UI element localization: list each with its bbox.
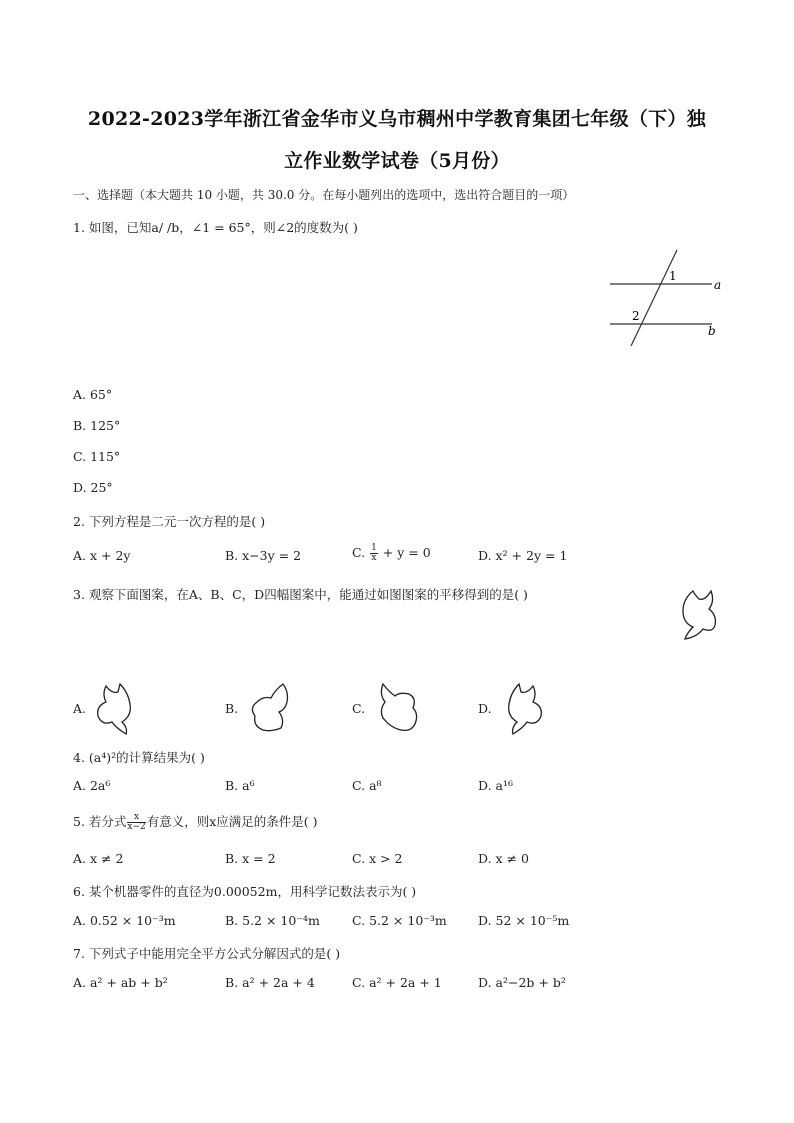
q5-option-d[interactable]: D. x ≠ 0 (478, 851, 529, 866)
transversal-line (631, 250, 677, 346)
q7-option-d[interactable]: D. a²−2b + b² (478, 975, 566, 990)
question-3-stem: 3. 观察下面图案，在A、B、C，D四幅图案中，能通过如图图案的平移得到的是( ) (73, 587, 528, 602)
q1-option-b[interactable]: B. 125° (73, 418, 121, 433)
q3-option-c[interactable]: C. (352, 701, 366, 716)
leaf-pattern-original (673, 585, 725, 645)
q1-option-c[interactable]: C. 115° (73, 449, 121, 464)
angle-1-label: 1 (669, 269, 677, 283)
leaf-pattern-c (373, 680, 425, 736)
q2-option-c-letter: C. (352, 545, 366, 560)
question-5-fraction (127, 813, 145, 832)
q2-option-c-rest: + y = 0 (378, 545, 431, 560)
q2-option-a[interactable]: A. x + 2y (73, 548, 131, 563)
q6-option-d[interactable]: D. 52 × 10⁻⁵m (478, 913, 570, 928)
q3-option-a[interactable]: A. (73, 701, 87, 716)
question-1-stem: 1. 如图，已知a/ /b，∠1 = 65°，则∠2的度数为( ) (73, 220, 358, 235)
fraction-denominator: x (371, 553, 377, 563)
leaf-pattern-d (497, 680, 547, 736)
q2-option-c-fraction (370, 544, 378, 563)
fraction-numerator: x (127, 813, 145, 823)
q4-option-b[interactable]: B. a⁶ (225, 778, 255, 793)
q5-option-a[interactable]: A. x ≠ 2 (73, 851, 124, 866)
line-b-label: b (708, 324, 716, 338)
q7-option-b[interactable]: B. a² + 2a + 4 (225, 975, 315, 990)
q5-option-b[interactable]: B. x = 2 (225, 851, 276, 866)
q2-option-b[interactable]: B. x−3y = 2 (225, 548, 302, 563)
question-7-stem: 7. 下列式子中能用完全平方公式分解因式的是( ) (73, 946, 341, 961)
q7-option-a[interactable]: A. a² + ab + b² (73, 975, 168, 990)
parallel-lines-figure (600, 245, 740, 350)
leaf-pattern-a (92, 680, 142, 736)
question-2-stem: 2. 下列方程是二元一次方程的是( ) (73, 514, 266, 529)
q3-option-d[interactable]: D. (478, 701, 492, 716)
question-4-stem: 4. (a⁴)²的计算结果为( ) (73, 750, 205, 765)
fraction-denominator: x−2 (127, 822, 146, 832)
fraction-numerator: 1 (371, 543, 377, 553)
q2-option-d[interactable]: D. x² + 2y = 1 (478, 548, 568, 563)
question-5-stem (73, 812, 318, 832)
page-title-line2: 立作业数学试卷（5月份） (284, 150, 510, 172)
q1-option-a[interactable]: A. 65° (73, 387, 113, 402)
q5-option-c[interactable]: C. x > 2 (352, 851, 403, 866)
q4-option-a[interactable]: A. 2a⁶ (73, 778, 111, 793)
question-5-stem-post: 有意义，则x应满足的条件是( ) (146, 814, 318, 829)
angle-2-label: 2 (632, 309, 640, 323)
q3-option-b[interactable]: B. (225, 701, 239, 716)
q4-option-c[interactable]: C. a⁸ (352, 778, 382, 793)
page-title-line1: 2022-2023学年浙江省金华市义乌市稠州中学教育集团七年级（下）独 (87, 108, 707, 130)
line-a-label: a (714, 278, 722, 292)
q7-option-c[interactable]: C. a² + 2a + 1 (352, 975, 442, 990)
q2-option-c[interactable] (352, 544, 431, 563)
q6-option-a[interactable]: A. 0.52 × 10⁻³m (73, 913, 176, 928)
question-5-stem-pre: 5. 若分式 (73, 814, 127, 829)
q6-option-c[interactable]: C. 5.2 × 10⁻³m (352, 913, 447, 928)
q6-option-b[interactable]: B. 5.2 × 10⁻⁴m (225, 913, 320, 928)
leaf-pattern-b (245, 680, 297, 736)
question-6-stem: 6. 某个机器零件的直径为0.00052m，用科学记数法表示为( ) (73, 884, 417, 899)
section-header: 一、选择题（本大题共 10 小题，共 30.0 分。在每小题列出的选项中，选出符合题目的一项） (73, 188, 575, 202)
q4-option-d[interactable]: D. a¹⁶ (478, 778, 513, 793)
q1-option-d[interactable]: D. 25° (73, 480, 113, 495)
